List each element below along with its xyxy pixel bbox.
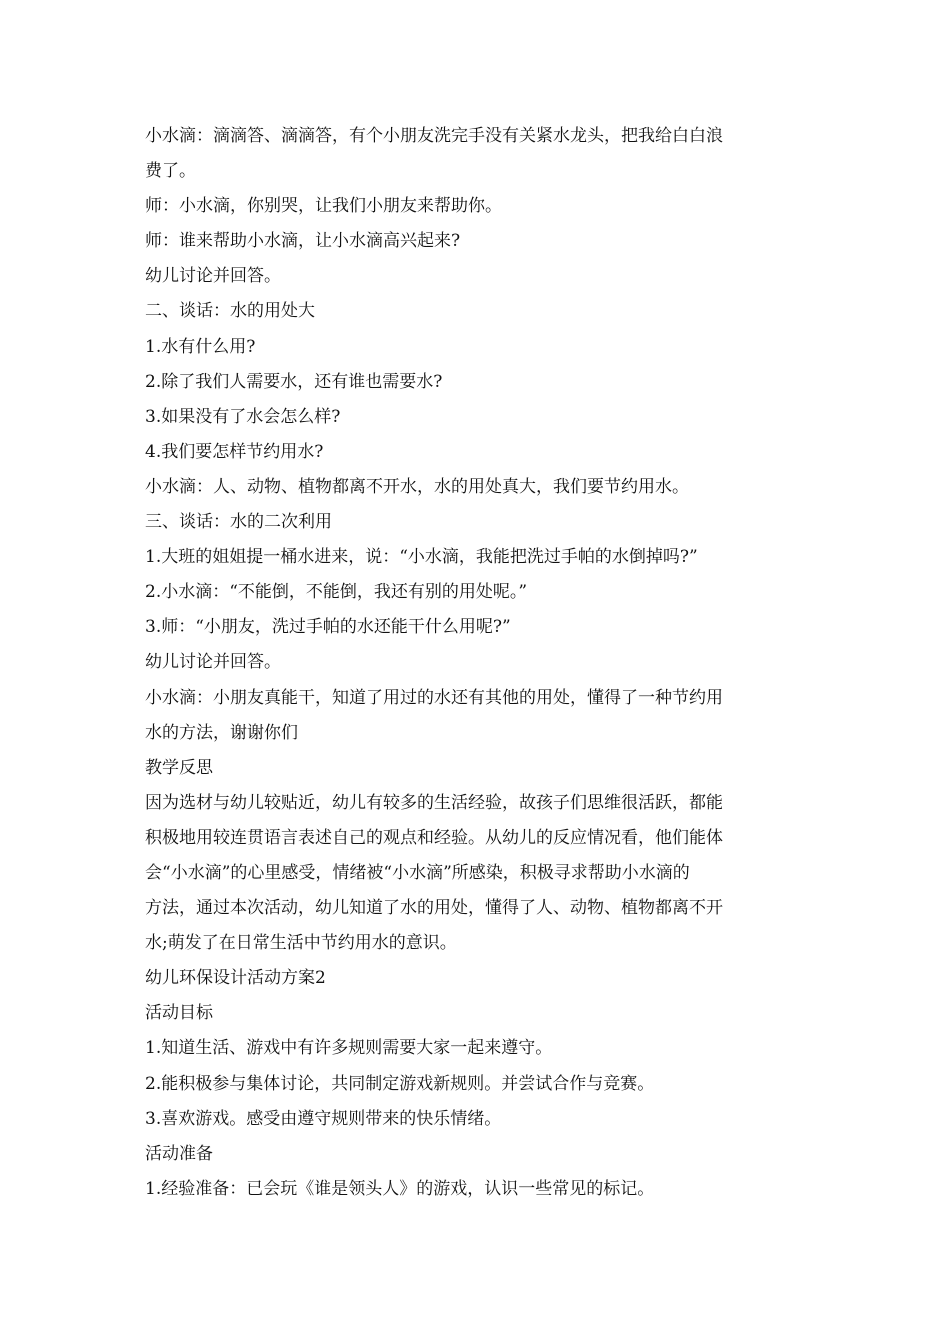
text-line-21: 积极地用较连贯语言表述自己的观点和经验。从幼儿的反应情况看，他们能体	[145, 827, 723, 848]
text-line-22: 会“小水滴”的心里感受，情绪被“小水滴”所感染，积极寻求帮助小水滴的	[145, 862, 690, 883]
heading-activity-goals: 活动目标	[145, 1003, 213, 1024]
text-line-14: 2.小水滴：“不能倒，不能倒，我还有别的用处呢。”	[145, 582, 528, 603]
text-line-11: 小水滴：人、动物、植物都离不开水，水的用处真大，我们要节约用水。	[145, 476, 689, 497]
text-line-17: 小水滴：小朋友真能干，知道了用过的水还有其他的用处，懂得了一种节约用	[145, 687, 723, 708]
text-line-8: 2.除了我们人需要水，还有谁也需要水?	[145, 371, 443, 392]
heading-teaching-reflection: 教学反思	[145, 757, 213, 778]
text-line-24: 水;萌发了在日常生活中节约用水的意识。	[145, 933, 457, 954]
text-line-13: 1.大班的姐姐提一桶水进来，说：“小水滴，我能把洗过手帕的水倒掉吗?”	[145, 547, 698, 568]
text-line-3: 师：小水滴，你别哭，让我们小朋友来帮助你。	[145, 196, 502, 217]
text-line-10: 4.我们要怎样节约用水?	[145, 441, 324, 462]
text-line-23: 方法，通过本次活动，幼儿知道了水的用处，懂得了人、动物、植物都离不开	[145, 898, 723, 919]
text-line-20: 因为选材与幼儿较贴近，幼儿有较多的生活经验，故孩子们思维很活跃，都能	[145, 792, 723, 813]
section-heading-2: 二、谈话：水的用处大	[145, 301, 315, 322]
text-line-27: 1.知道生活、游戏中有许多规则需要大家一起来遵守。	[145, 1038, 553, 1059]
document-body	[145, 119, 810, 1207]
text-line-4: 师：谁来帮助小水滴，让小水滴高兴起来?	[145, 231, 461, 252]
text-line-1: 小水滴：滴滴答、滴滴答，有个小朋友洗完手没有关紧水龙头，把我给白白浪	[145, 126, 723, 146]
text-line-29: 3.喜欢游戏。感受由遵守规则带来的快乐情绪。	[145, 1108, 502, 1129]
heading-activity-preparation: 活动准备	[145, 1143, 213, 1164]
text-line-28: 2.能积极参与集体讨论，共同制定游戏新规则。并尝试合作与竞赛。	[145, 1073, 655, 1094]
plan-title-2: 幼儿环保设计活动方案2	[145, 968, 326, 989]
text-line-2: 费了。	[145, 161, 196, 182]
text-line-7: 1.水有什么用?	[145, 336, 256, 357]
text-line-9: 3.如果没有了水会怎么样?	[145, 406, 341, 427]
text-line-31: 1.经验准备：已会玩《谁是领头人》的游戏，认识一些常见的标记。	[145, 1178, 655, 1199]
text-line-18: 水的方法，谢谢你们	[145, 722, 298, 743]
text-line-15: 3.师：“小朋友，洗过手帕的水还能干什么用呢?”	[145, 617, 511, 638]
text-line-5: 幼儿讨论并回答。	[145, 266, 281, 287]
text-line-16: 幼儿讨论并回答。	[145, 652, 281, 673]
section-heading-3: 三、谈话：水的二次利用	[145, 512, 332, 533]
